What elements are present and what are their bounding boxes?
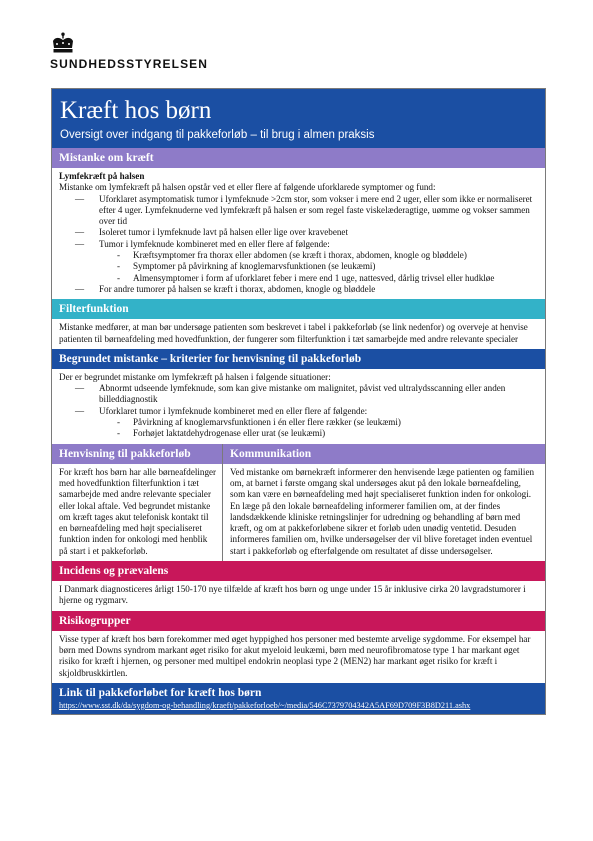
logo (50, 32, 210, 72)
header-banner (52, 89, 545, 148)
page-title: Kræft hos børn (60, 97, 212, 124)
filter-section (52, 319, 545, 349)
henvisning-text: For kræft hos børn har alle børneafdelinger med hovedfunktion filterfunktion i tæt samarbejde med andre relevante specialer eller lokal aftale. Ved begrundet mistanke om kræft tages akut telefonisk kontakt til en børneafdeling med højt specialiseret funktion inden for onkologi med henblik på start i et pakkeforløb. (59, 466, 217, 556)
henvisning-column (52, 444, 222, 561)
crown-icon (50, 32, 76, 56)
filter-heading: Filterfunktion (52, 299, 545, 319)
begrundet-section (52, 369, 545, 444)
henvisning-heading: Henvisning til pakkeforløb (52, 444, 222, 464)
incidens-section (52, 581, 545, 611)
mistanke-subitem: - Almensymptomer i form af uforklaret feber i mere end 1 uge, nattesved, dårlig trivsel eller hudkløe (127, 273, 538, 284)
kommunikation-section (223, 464, 545, 561)
link-section (52, 683, 545, 714)
begrundet-subitem: - Påvirkning af knoglemarvsfunktionen i én eller flere rækker (se leukæmi) (127, 417, 538, 428)
two-column-row (52, 444, 545, 561)
mistanke-sublist (99, 250, 538, 284)
mistanke-item: — Uforklaret asymptomatisk tumor i lymfeknude >2cm stor, som vokser i mere end 2 uger, eller som ikke er normaliseret efter 4 uger. Lymfeknuderne ved lymfekræft på halsen er som regel faste viskelæderagtige, uømme og vokser sammen over tid (89, 194, 538, 228)
mistanke-section (52, 168, 545, 299)
mistanke-item-text: Tumor i lymfeknude kombineret med en eller flere af følgende: (99, 238, 330, 249)
begrundet-heading: Begrundet mistanke – kriterier for henvisning til pakkeforløb (52, 349, 545, 369)
page-subtitle: Oversigt over indgang til pakkeforløb – til brug i almen praksis (60, 129, 375, 141)
mistanke-list (59, 194, 538, 296)
mistanke-heading: Mistanke om kræft (52, 148, 545, 168)
link-heading: Link til pakkeforløbet for kræft hos børn (59, 686, 262, 699)
pakkeforloeb-link[interactable]: https://www.sst.dk/da/sygdom-og-behandling/kraeft/pakkeforloeb/~/media/546C7379704342A5AF69D709F3B8D211.ashx (59, 700, 471, 710)
mistanke-item (89, 239, 538, 284)
begrundet-list (59, 383, 538, 439)
mistanke-item: — Isoleret tumor i lymfeknude lavt på halsen eller lige over kravebenet (89, 227, 538, 238)
mistanke-subitem: - Kræftsymptomer fra thorax eller abdomen (se kræft i thorax, abdomen, knogle og bløddele) (127, 250, 538, 261)
kommunikation-heading: Kommunikation (223, 444, 545, 464)
henvisning-section (52, 464, 222, 561)
brand-name: SUNDHEDSSTYRELSEN (50, 57, 209, 71)
incidens-heading: Incidens og prævalens (52, 561, 545, 581)
begrundet-sublist (99, 417, 538, 440)
begrundet-item-text: Uforklaret tumor i lymfeknude kombineret med en eller flere af følgende: (99, 405, 368, 416)
mistanke-subheading: Lymfekræft på halsen (59, 171, 145, 181)
risiko-text: Visse typer af kræft hos børn forekommer med øget hyppighed hos personer med bestemte arvelige sygdomme. For eksempel har børn med Downs syndrom markant øget risiko for akut myeloid leukæmi, børn med neurofibromatose type 1 har markant øget risiko for kræft i hjernen, og personer med multipel endokrin neoplasi type 2 (MEN2) har markant øget risiko for kræft i skjoldbruskkirtlen. (59, 633, 531, 678)
begrundet-intro: Der er begrundet mistanke om lymfekræft på halsen i følgende situationer: (59, 371, 331, 382)
mistanke-subitem: - Symptomer på påvirkning af knoglemarvsfunktionen (se leukæmi) (127, 261, 538, 272)
begrundet-subitem: - Forhøjet laktatdehydrogenase eller urat (se leukæmi) (127, 428, 538, 439)
risiko-heading: Risikogrupper (52, 611, 545, 631)
fact-sheet (51, 88, 546, 715)
incidens-text: I Danmark diagnosticeres årligt 150-170 nye tilfælde af kræft hos børn og unge under 15 år inklusive cirka 20 lavgradstumorer i hjerne og rygmarv. (59, 584, 526, 606)
begrundet-item (89, 406, 538, 440)
mistanke-intro: Mistanke om lymfekræft på halsen opstår ved et eller flere af følgende uforklarede symptomer og fund: (59, 182, 436, 193)
filter-text: Mistanke medfører, at man bør undersøge patienten som beskrevet i tabel i pakkeforløb (se link nedenfor) og overveje at henvise patienten til børneafdeling med hovedfunktion, der fungerer som filterfunktion i tæt samarbejde med andre relevante specialer (59, 322, 528, 344)
kommunikation-text: Ved mistanke om børnekræft informerer den henvisende læge patienten og familien om, at barnet i første omgang skal undersøges akut på den lokale børneafdeling, som kan være en børneafdeling med højt specialiseret funktion inden for onkologi. En læge på den lokale børneafdeling informerer familien om, at der findes landsdækkende kliniske retningslinjer for udredning og behandling af børn med kræft, og om at pakkeforløbene sikrer et forløb uden unødig ventetid. Desuden informeres familien om, hvilke undersøgelser der vil blive foretaget inden eventuel start i pakkeforløb og efterfølgende om resultatet af disse undersøgelser. (230, 466, 535, 556)
mistanke-item: — For andre tumorer på halsen se kræft i thorax, abdomen, knogle og bløddele (89, 284, 538, 295)
risiko-section (52, 631, 545, 683)
kommunikation-column (222, 444, 545, 561)
begrundet-item: — Abnormt udseende lymfeknude, som kan give mistanke om malignitet, påvist ved ultralydsscanning eller anden billeddiagnostik (89, 383, 538, 406)
